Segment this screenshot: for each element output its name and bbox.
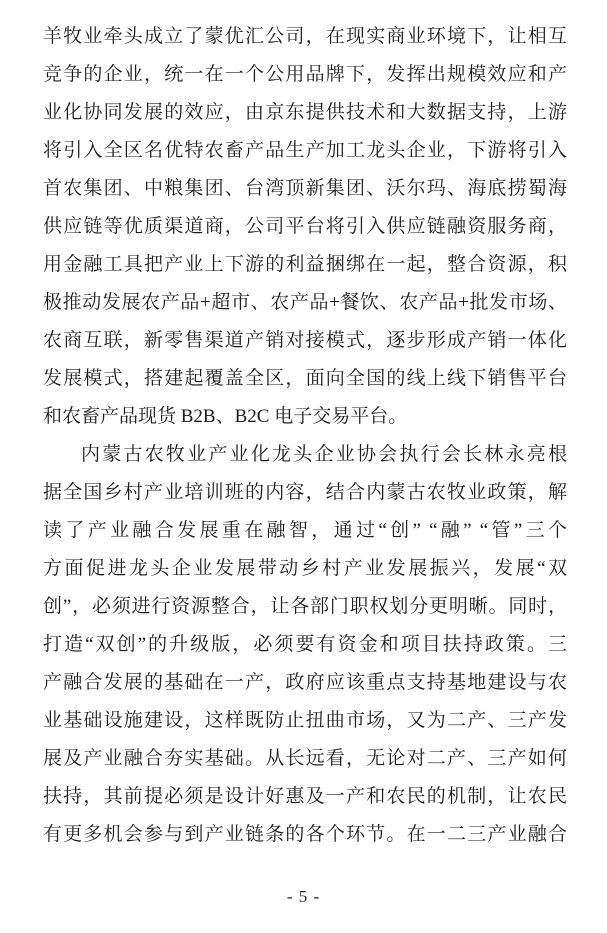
text-line: 发展模式，搭建起覆盖全区，面向全国的线上线下销售平台: [43, 368, 567, 389]
paragraph-2: [43, 436, 567, 854]
text-line: 展及产业融合夯实基础。从长远看，无论对二产、三产如何: [43, 748, 567, 769]
text-block: [43, 18, 567, 854]
text-line: 读了产业融合发展重在融智，通过“创” “融” “管”三个: [43, 520, 567, 541]
paragraph-1: [43, 18, 567, 436]
text-line: 业化协同发展的效应，由京东提供技术和大数据支持，上游: [43, 102, 567, 123]
text-line: 极推动发展农产品+超市、农产品+餐饮、农产品+批发市场、: [43, 292, 567, 313]
text-line: 产融合发展的基础在一产，政府应该重点支持基地建设与农: [43, 672, 567, 693]
text-line: 内蒙古农牧业产业化龙头企业协会执行会长林永亮根: [81, 444, 567, 465]
text-line: 业基础设施建设，这样既防止扭曲市场，又为二产、三产发: [43, 710, 567, 731]
text-line: 创”，必须进行资源整合，让各部门职权划分更明晰。同时，: [43, 596, 567, 617]
text-line: 和农畜产品现货 B2B、B2C 电子交易平台。: [43, 406, 408, 427]
text-line: 有更多机会参与到产业链条的各个环节。在一二三产业融合: [43, 824, 567, 845]
text-line: 首农集团、中粮集团、台湾顶新集团、沃尔玛、海底捞蜀海: [43, 178, 567, 199]
text-line: 农商互联，新零售渠道产销对接模式，逐步形成产销一体化: [43, 330, 567, 351]
text-line: 羊牧业牵头成立了蒙优汇公司，在现实商业环境下，让相互: [43, 26, 567, 47]
page-number: - 5 -: [286, 887, 321, 906]
text-line: 据全国乡村产业培训班的内容，结合内蒙古农牧业政策，解: [43, 482, 567, 503]
text-line: 打造“双创”的升级版，必须要有资金和项目扶持政策。三: [43, 634, 567, 655]
text-line: 竞争的企业，统一在一个公用品牌下，发挥出规模效应和产: [43, 64, 567, 85]
text-line: 用金融工具把产业上下游的利益捆绑在一起，整合资源，积: [43, 254, 567, 275]
text-line: 扶持，其前提必须是设计好惠及一产和农民的机制，让农民: [43, 786, 567, 807]
text-line: 方面促进龙头企业发展带动乡村产业发展振兴，发展“双: [43, 558, 567, 579]
text-line: 供应链等优质渠道商，公司平台将引入供应链融资服务商，: [43, 216, 567, 237]
text-line: 将引入全区名优特农畜产品生产加工龙头企业，下游将引入: [43, 140, 567, 161]
